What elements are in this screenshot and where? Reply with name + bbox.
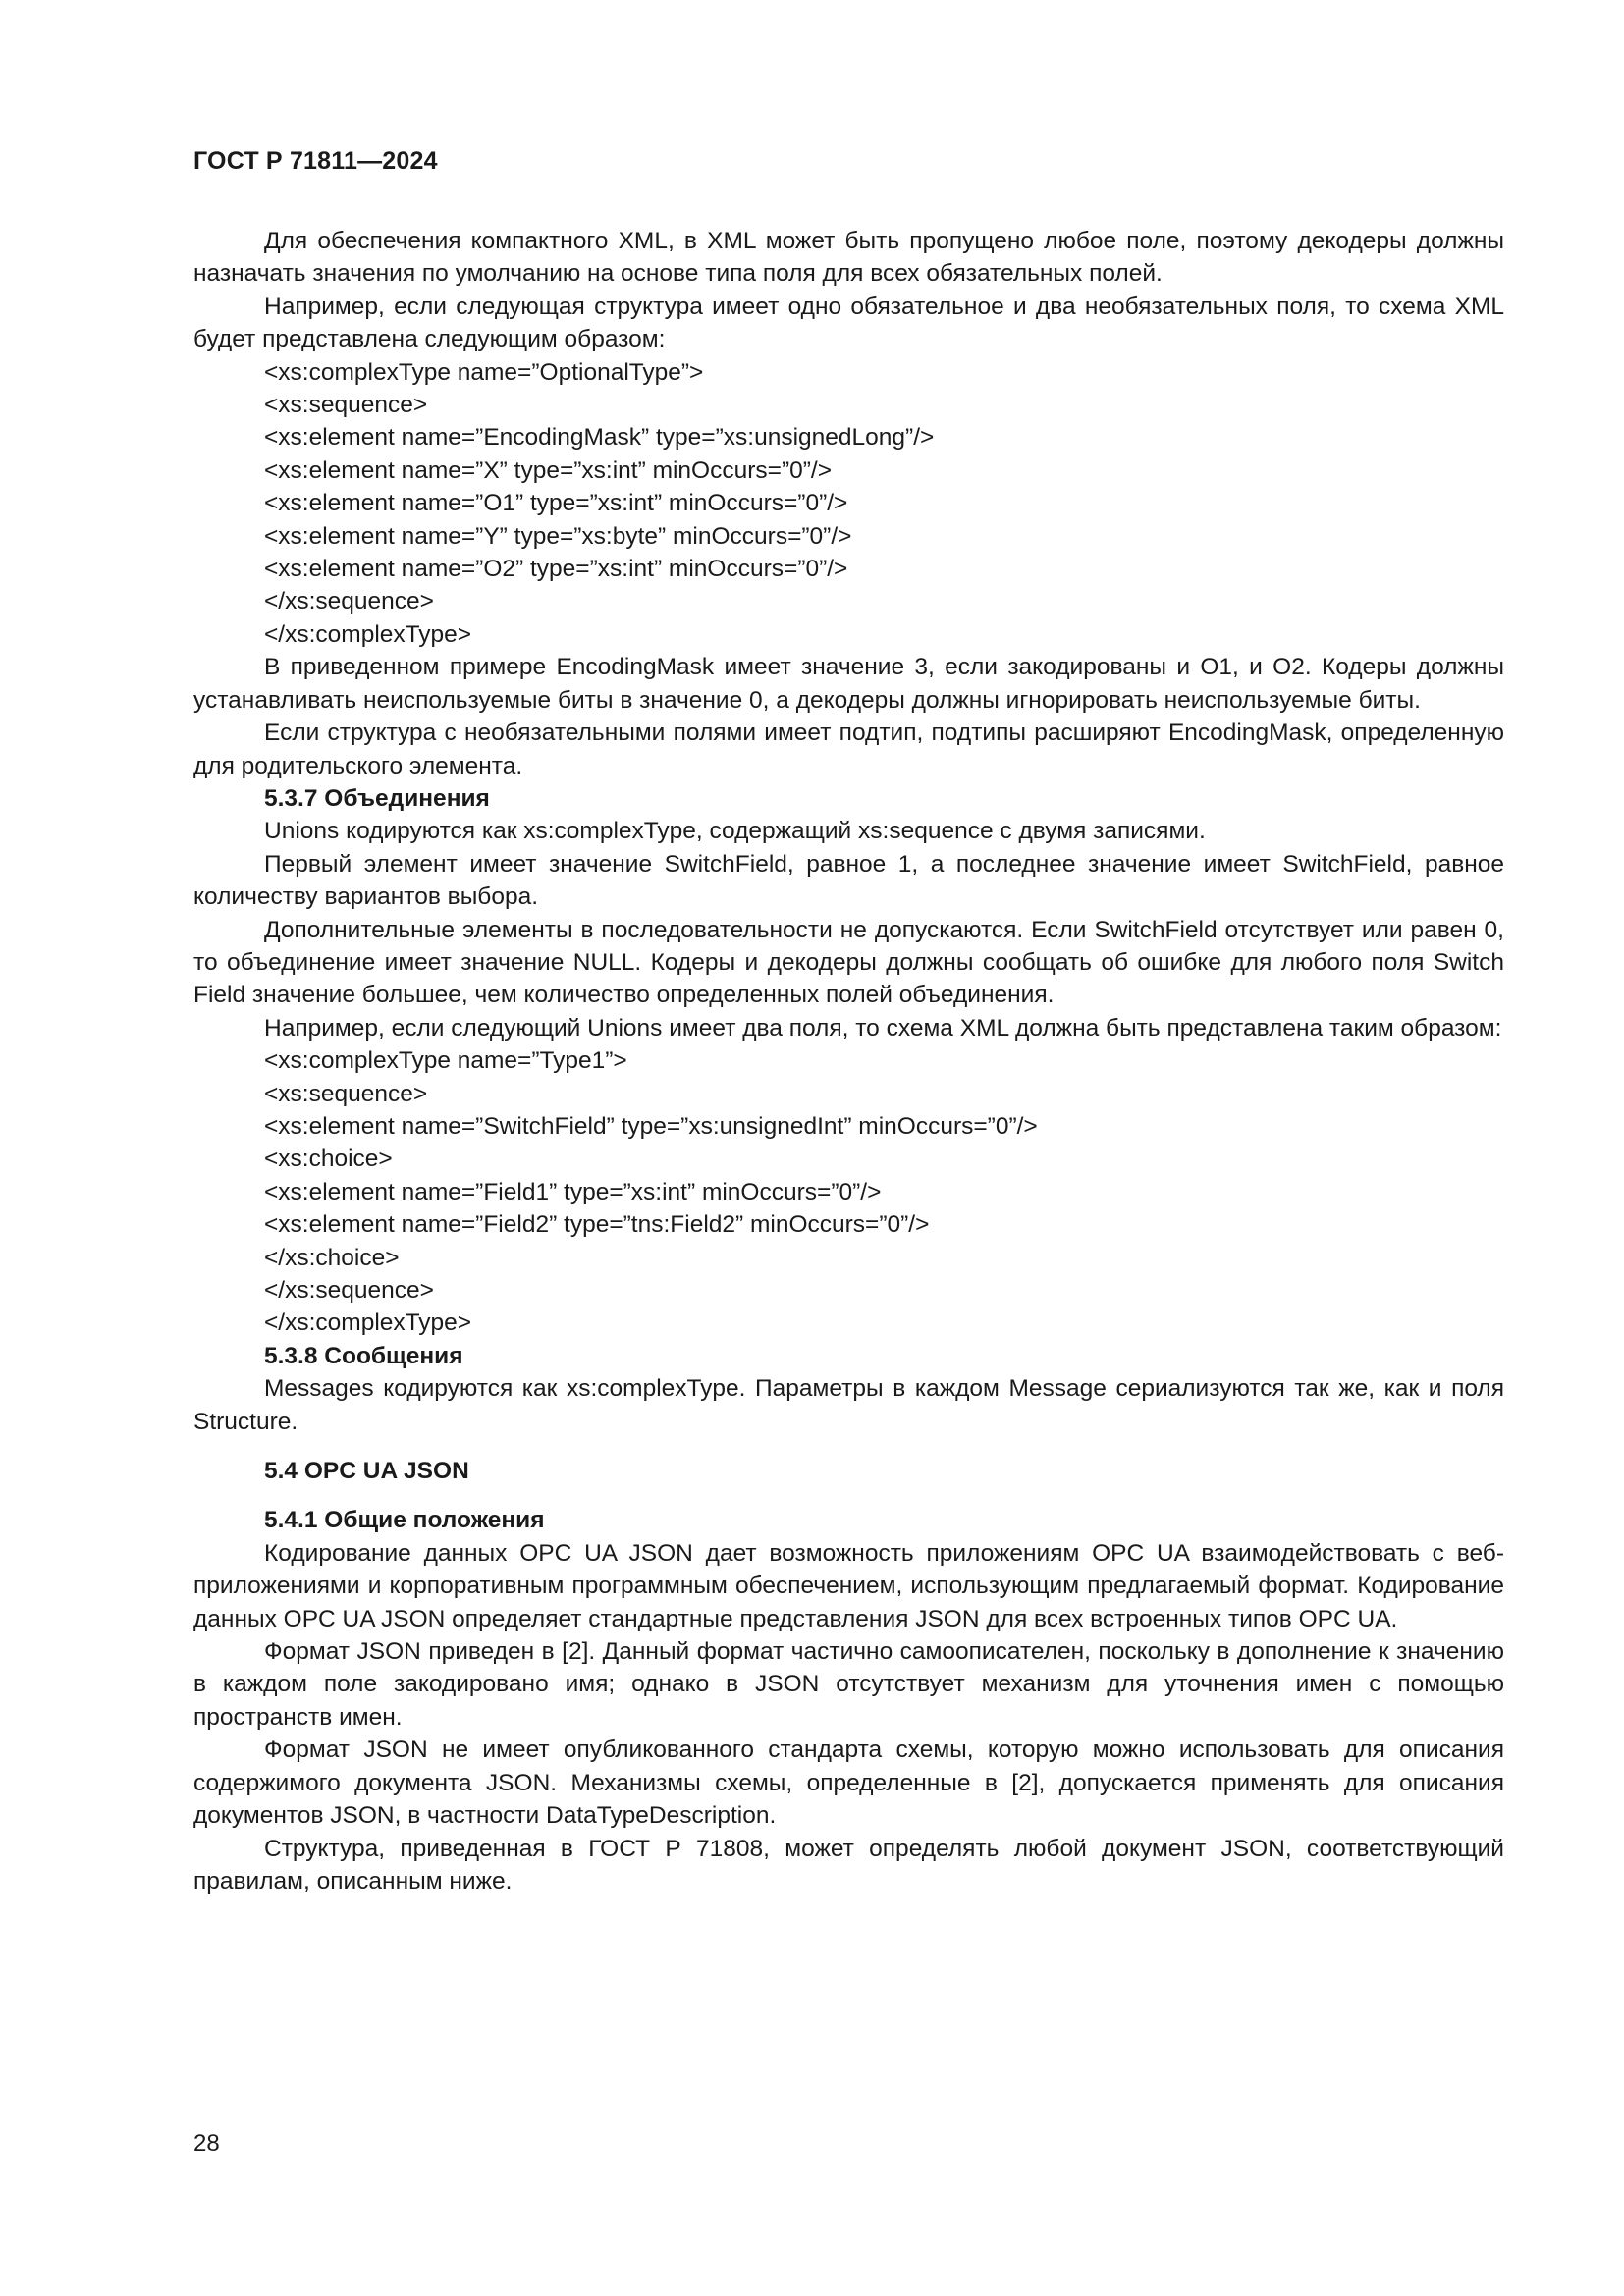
paragraph: Например, если следующий Unions имеет два поля, то схема XML должна быть представлена таким образом: bbox=[264, 1014, 1502, 1041]
code-line: <xs:element name=”X” type=”xs:int” minOccurs=”0”/> bbox=[264, 456, 832, 484]
code-line: </xs:sequence> bbox=[264, 588, 434, 615]
code-line: </xs:choice> bbox=[264, 1244, 400, 1271]
code-line: <xs:element name=”O1” type=”xs:int” minOccurs=”0”/> bbox=[264, 490, 848, 517]
section-heading-5-3-7: 5.3.7 Объединения bbox=[264, 784, 490, 812]
page-number: 28 bbox=[193, 2130, 220, 2157]
code-line: </xs:sequence> bbox=[264, 1277, 434, 1304]
code-line: <xs:element name=”Field1” type=”xs:int” minOccurs=”0”/> bbox=[264, 1178, 882, 1205]
section-heading-5-3-8: 5.3.8 Сообщения bbox=[264, 1342, 463, 1369]
section-heading-5-4: 5.4 OPC UA JSON bbox=[264, 1458, 469, 1485]
section-heading-5-4-1: 5.4.1 Общие положения bbox=[264, 1507, 545, 1534]
code-line: <xs:sequence> bbox=[264, 1080, 428, 1107]
paragraph: Первый элемент имеет значение SwitchField, равное 1, а последнее значение имеет SwitchField, равное количеству вариантов выбора. bbox=[193, 850, 1504, 911]
paragraph: Для обеспечения компактного XML, в XML может быть пропущено любое поле, поэтому декодеры должны назначать значения по умолчанию на основе типа поля для всех обязательных полей. bbox=[193, 228, 1504, 288]
paragraph: В приведенном примере EncodingMask имеет значение 3, если закодированы и O1, и O2. Кодеры должны устанавливать неиспользуемые биты в значение 0, а декодеры должны игнорировать неиспользуемые биты. bbox=[193, 654, 1504, 714]
paragraph: Messages кодируются как xs:complexType. Параметры в каждом Message сериализуются так же, как и поля Structure. bbox=[193, 1375, 1504, 1435]
paragraph: Кодирование данных OPC UA JSON дает возможность приложениям OPC UA взаимодействовать с веб-приложениями и корпоративным программным обеспечением, использующим предлагаемый формат. Кодирование данных OPC UA JSON определяет стандартные представления JSON для всех встроенных типов OPC UA. bbox=[193, 1539, 1504, 1632]
code-line: <xs:choice> bbox=[264, 1146, 393, 1173]
code-line: </xs:complexType> bbox=[264, 1309, 472, 1337]
code-line: <xs:sequence> bbox=[264, 392, 428, 419]
paragraph: Формат JSON не имеет опубликованного стандарта схемы, которую можно использовать для описания содержимого документа JSON. Механизмы схемы, определенные в [2], допускается применять для описания документов JSON, в частности DataTypeDescription. bbox=[193, 1736, 1504, 1830]
code-line: </xs:complexType> bbox=[264, 620, 472, 648]
paragraph: Если структура с необязательными полями имеет подтип, подтипы расширяют EncodingMask, определенную для родительского элемента. bbox=[193, 720, 1504, 779]
code-line: <xs:element name=”Y” type=”xs:byte” minOccurs=”0”/> bbox=[264, 522, 852, 550]
paragraph: Формат JSON приведен в [2]. Данный формат частично самоописателен, поскольку в дополнение к значению в каждом поле закодировано имя; однако в JSON отсутствует механизм для уточнения имен с помощью пространств имен. bbox=[193, 1638, 1504, 1731]
code-line: <xs:element name=”SwitchField” type=”xs:unsignedInt” minOccurs=”0”/> bbox=[264, 1112, 1038, 1140]
paragraph: Unions кодируются как xs:complexType, содержащий xs:sequence с двумя записями. bbox=[264, 818, 1206, 845]
code-line: <xs:element name=”EncodingMask” type=”xs:unsignedLong”/> bbox=[264, 424, 935, 452]
paragraph: Например, если следующая структура имеет одно обязательное и два необязательных поля, то схема XML будет представлена следующим образом: bbox=[193, 293, 1504, 353]
document-header: ГОСТ Р 71811—2024 bbox=[193, 147, 438, 175]
paragraph: Структура, приведенная в ГОСТ Р 71808, может определять любой документ JSON, соответствующий правилам, описанным ниже. bbox=[193, 1835, 1504, 1895]
code-line: <xs:complexType name=”OptionalType”> bbox=[264, 358, 704, 386]
paragraph: Дополнительные элементы в последовательности не допускаются. Если SwitchField отсутствует или равен 0, то объединение имеет значение NULL. Кодеры и декодеры должны сообщать об ошибке для любого поля Switch Field значение большее, чем количество определенных полей объединения. bbox=[193, 916, 1504, 1009]
code-line: <xs:element name=”Field2” type=”tns:Field2” minOccurs=”0”/> bbox=[264, 1211, 930, 1239]
document-body bbox=[193, 225, 1504, 1897]
code-line: <xs:element name=”O2” type=”xs:int” minOccurs=”0”/> bbox=[264, 556, 848, 583]
code-line: <xs:complexType name=”Type1”> bbox=[264, 1047, 627, 1075]
